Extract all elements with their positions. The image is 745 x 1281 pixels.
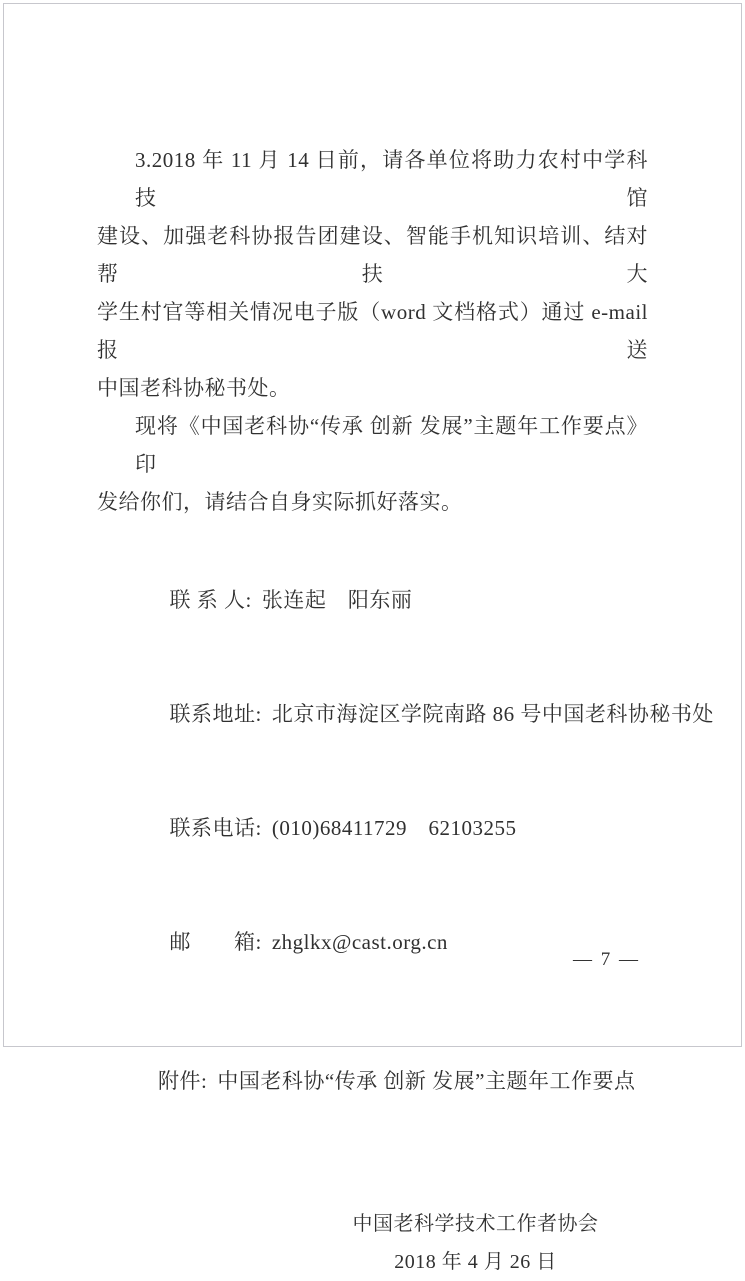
contact-email-row [135, 885, 648, 999]
contact-email-value: zhglkx@cast.org.cn [271, 930, 448, 954]
text-line: 发给你们，请结合自身实际抓好落实。 [97, 490, 463, 514]
attachment-line [97, 1024, 648, 1138]
contact-person-value: 张连起 阳东丽 [261, 588, 413, 612]
attachment-title: 中国老科协“传承 创新 发展”主题年工作要点 [217, 1069, 636, 1093]
contact-person-label: 联 系 人: [169, 588, 252, 612]
contact-person-row [135, 543, 648, 657]
body-paragraph-2 [97, 407, 648, 521]
text-line: 学生村官等相关情况电子版（word 文档格式）通过 e-mail 报送 [97, 300, 648, 362]
text-line: 3.2018 年 11 月 14 日前，请各单位将助力农村中学科技馆 [135, 148, 648, 210]
text-line: 建设、加强老科协报告团建设、智能手机知识培训、结对帮扶大 [97, 224, 648, 286]
contact-info-block [97, 543, 714, 999]
signature-block [303, 1205, 648, 1281]
contact-phone-value: (010)68411729 62103255 [271, 816, 517, 840]
contact-address-value: 北京市海淀区学院南路 86 号中国老科协秘书处 [271, 702, 714, 726]
text-line: 现将《中国老科协“传承 创新 发展”主题年工作要点》印 [135, 414, 648, 476]
attachment-label: 附件: [158, 1069, 208, 1093]
contact-address-label: 联系地址: [169, 702, 262, 726]
signature-org: 中国老科学技术工作者协会 [352, 1213, 599, 1235]
contact-email-label: 邮 箱: [169, 930, 262, 954]
signature-date: 2018 年 4 月 26 日 [394, 1251, 557, 1273]
contact-phone-label: 联系电话: [169, 816, 262, 840]
page-number: — 7 — [573, 949, 640, 970]
contact-address-row [135, 657, 714, 771]
text-line: 中国老科协秘书处。 [97, 376, 291, 400]
contact-phone-row [135, 771, 648, 885]
body-paragraph-1 [97, 141, 648, 407]
